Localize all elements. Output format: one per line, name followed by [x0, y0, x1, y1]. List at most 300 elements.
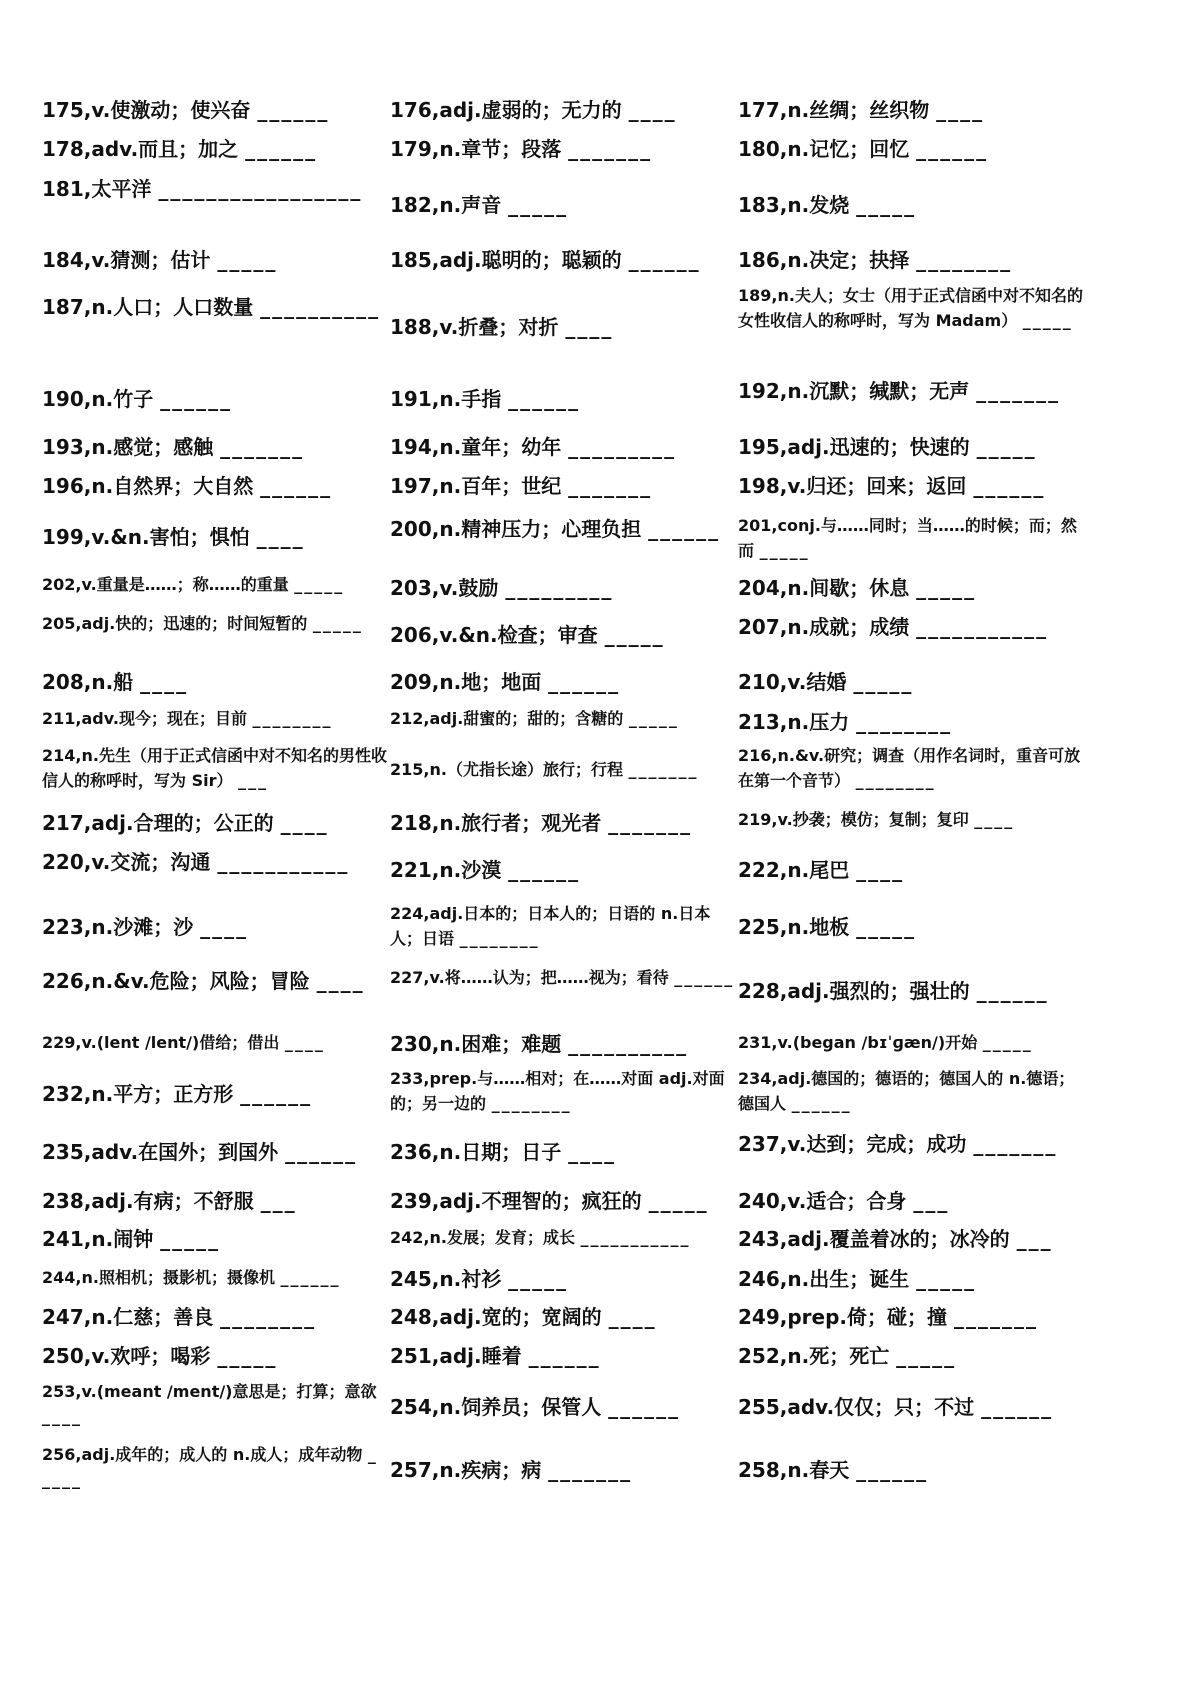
item-separator: , — [431, 315, 440, 339]
item-definition: n.衬衫 — [439, 1267, 502, 1291]
vocab-item-226 — [42, 966, 387, 997]
answer-blank[interactable]: ____ — [974, 810, 1015, 829]
vocab-item-225 — [738, 912, 1083, 943]
item-definition: v.归还；回来；返回 — [787, 474, 967, 498]
item-definition: n.童年；幼年 — [439, 435, 562, 459]
answer-blank[interactable]: _______ — [548, 1458, 633, 1482]
vocab-item-201 — [738, 514, 1083, 564]
item-separator: , — [83, 474, 92, 498]
answer-blank[interactable]: ____ — [140, 670, 189, 694]
item-definition: n.地；地面 — [439, 670, 542, 694]
answer-blank[interactable]: ________ — [856, 710, 953, 734]
answer-blank[interactable]: _____ — [976, 435, 1037, 459]
answer-blank[interactable]: ______ — [508, 858, 581, 882]
answer-blank[interactable]: ____ — [565, 315, 614, 339]
item-definition: v.结婚 — [787, 670, 847, 694]
item-number: 186 — [738, 248, 780, 272]
vocab-item-239 — [390, 1186, 735, 1217]
vocab-item-199 — [42, 522, 387, 553]
item-number: 213 — [738, 710, 780, 734]
vocab-item-184 — [42, 245, 387, 276]
item-separator: , — [779, 1189, 788, 1213]
answer-blank[interactable]: _____ — [759, 540, 810, 560]
answer-blank[interactable]: ______ — [981, 1395, 1054, 1419]
answer-blank[interactable]: ____ — [936, 98, 985, 122]
answer-blank[interactable]: ___ — [913, 1189, 950, 1213]
answer-blank[interactable]: ____ — [568, 1140, 617, 1164]
vocab-item-249 — [738, 1302, 1083, 1333]
item-separator: , — [771, 810, 778, 829]
item-number: 246 — [738, 1267, 780, 1291]
item-number: 258 — [738, 1458, 780, 1482]
answer-blank[interactable]: _______ — [568, 474, 653, 498]
item-separator: , — [779, 1305, 788, 1329]
answer-blank[interactable]: ______ — [285, 1140, 358, 1164]
item-number: 181 — [42, 177, 84, 201]
item-number: 177 — [738, 98, 780, 122]
answer-blank[interactable]: _____ — [42, 1445, 378, 1489]
item-definition: 太平洋 — [91, 177, 152, 201]
answer-blank[interactable]: ______ — [674, 968, 735, 987]
answer-blank[interactable]: ___ — [238, 770, 269, 790]
item-separator: , — [779, 858, 788, 882]
answer-blank[interactable]: ________ — [220, 1305, 317, 1329]
item-separator: , — [431, 1189, 440, 1213]
item-definition: adv.仅仅；只；不过 — [787, 1395, 975, 1419]
vocab-item-195 — [738, 432, 1083, 463]
answer-blank[interactable]: _____ — [982, 1033, 1033, 1052]
answer-blank[interactable]: _________ — [505, 576, 614, 600]
item-definition: n.自然界；大自然 — [91, 474, 254, 498]
answer-blank[interactable]: ______ — [548, 670, 621, 694]
item-separator: , — [75, 575, 82, 594]
item-separator: , — [75, 1268, 82, 1287]
answer-blank[interactable]: _____ — [160, 1227, 221, 1251]
answer-blank[interactable]: _______ — [568, 137, 653, 161]
item-definition: prep.倚；碰；撞 — [787, 1305, 948, 1329]
answer-blank[interactable]: _____ — [508, 1267, 569, 1291]
answer-blank[interactable]: ________ — [459, 928, 540, 948]
answer-blank[interactable]: _____ — [896, 1344, 957, 1368]
item-separator: , — [431, 1140, 440, 1164]
item-separator: , — [83, 525, 92, 549]
item-number: 204 — [738, 576, 780, 600]
item-definition: n.精神压力；心理负担 — [439, 517, 642, 541]
item-number: 200 — [390, 517, 432, 541]
answer-blank[interactable]: ______ — [791, 1093, 852, 1113]
item-separator: , — [771, 286, 778, 305]
vocab-item-213 — [738, 707, 1083, 738]
item-definition: n.疾病；病 — [439, 1458, 542, 1482]
vocab-item-182 — [390, 190, 735, 221]
item-definition: adj.迅速的；快速的 — [787, 435, 970, 459]
vocab-item-248 — [390, 1302, 735, 1333]
vocab-item-202 — [42, 573, 387, 598]
vocab-item-250 — [42, 1341, 387, 1372]
answer-blank[interactable]: _____ — [508, 193, 569, 217]
item-number: 187 — [42, 295, 84, 319]
answer-blank[interactable]: ___________ — [916, 615, 1049, 639]
item-number: 228 — [738, 979, 780, 1003]
item-separator: , — [431, 1344, 440, 1368]
item-number: 256 — [42, 1445, 76, 1464]
answer-blank[interactable]: ________ — [855, 770, 936, 790]
answer-blank[interactable]: ________ — [491, 1093, 572, 1113]
item-number: 227 — [390, 968, 424, 987]
item-separator: , — [83, 1082, 92, 1106]
item-number: 248 — [390, 1305, 432, 1329]
answer-blank[interactable]: ______ — [916, 137, 989, 161]
item-separator: , — [771, 746, 778, 765]
item-definition: adj.覆盖着冰的；冰冷的 — [787, 1227, 1010, 1251]
item-separator: , — [83, 1227, 92, 1251]
item-separator: , — [83, 1189, 92, 1213]
item-number: 232 — [42, 1082, 84, 1106]
item-number: 257 — [390, 1458, 432, 1482]
item-definition: n.决定；抉择 — [787, 248, 910, 272]
item-definition: adv.而且；加之 — [91, 137, 239, 161]
vocab-item-175 — [42, 95, 387, 126]
item-separator: , — [431, 576, 440, 600]
item-number: 222 — [738, 858, 780, 882]
item-definition: n.丝绸；丝织物 — [787, 98, 930, 122]
answer-blank[interactable]: _______ — [608, 811, 693, 835]
item-separator: , — [779, 615, 788, 639]
item-number: 249 — [738, 1305, 780, 1329]
answer-blank[interactable]: _____ — [217, 248, 278, 272]
vocab-item-243 — [738, 1224, 1083, 1255]
item-definition: n.沙漠 — [439, 858, 502, 882]
answer-blank[interactable]: ______ — [856, 1458, 929, 1482]
vocab-item-221 — [390, 855, 735, 886]
answer-blank[interactable]: ___ — [260, 1189, 297, 1213]
vocab-item-193 — [42, 432, 387, 463]
item-number: 197 — [390, 474, 432, 498]
item-definition: v.欢呼；喝彩 — [91, 1344, 211, 1368]
item-definition: v.(began /bɪˈɡæn/)开始 — [777, 1033, 978, 1052]
item-separator: , — [779, 474, 788, 498]
answer-blank[interactable]: ____ — [256, 525, 305, 549]
item-number: 253 — [42, 1382, 76, 1401]
item-separator: , — [83, 915, 92, 939]
item-definition: n.日期；日子 — [439, 1140, 562, 1164]
item-definition: n.章节；段落 — [439, 137, 562, 161]
item-definition: v.抄袭；模仿；复制；复印 — [777, 810, 969, 829]
answer-blank[interactable]: _______ — [973, 1132, 1058, 1156]
item-separator: , — [83, 248, 92, 272]
vocab-item-200 — [390, 514, 735, 545]
item-definition: n.手指 — [439, 387, 502, 411]
answer-blank[interactable]: _____ — [294, 575, 345, 594]
item-number: 240 — [738, 1189, 780, 1213]
item-definition: n.（尤指长途）旅行；行程 — [429, 760, 623, 779]
item-number: 225 — [738, 915, 780, 939]
item-number: 179 — [390, 137, 432, 161]
item-separator: , — [83, 98, 92, 122]
vocab-item-256 — [42, 1443, 387, 1493]
item-separator: , — [431, 517, 440, 541]
answer-blank[interactable]: ______ — [508, 387, 581, 411]
item-definition: adj.强烈的；强壮的 — [787, 979, 970, 1003]
item-number: 236 — [390, 1140, 432, 1164]
answer-blank[interactable]: _______ — [976, 379, 1061, 403]
answer-blank[interactable]: _______ — [628, 760, 699, 779]
vocab-item-215 — [390, 758, 735, 783]
item-separator: , — [423, 1228, 430, 1247]
vocab-item-207 — [738, 612, 1083, 643]
vocab-item-255 — [738, 1392, 1083, 1423]
answer-blank[interactable]: ___ — [1016, 1227, 1053, 1251]
answer-blank[interactable]: _____ — [604, 623, 665, 647]
item-number: 235 — [42, 1140, 84, 1164]
vocab-item-203 — [390, 573, 735, 604]
item-separator: , — [779, 1132, 788, 1156]
vocab-item-185 — [390, 245, 735, 276]
item-number: 219 — [738, 810, 772, 829]
item-number: 247 — [42, 1305, 84, 1329]
item-separator: , — [83, 670, 92, 694]
vocab-item-180 — [738, 134, 1083, 165]
item-number: 203 — [390, 576, 432, 600]
vocab-item-245 — [390, 1264, 735, 1295]
answer-blank[interactable]: ______ — [608, 1395, 681, 1419]
vocab-item-212 — [390, 707, 735, 732]
item-number: 184 — [42, 248, 84, 272]
item-number: 243 — [738, 1227, 780, 1251]
vocab-item-254 — [390, 1392, 735, 1423]
vocab-item-188 — [390, 312, 735, 343]
answer-blank[interactable]: ______ — [973, 474, 1046, 498]
item-number: 238 — [42, 1189, 84, 1213]
answer-blank[interactable]: ___________ — [217, 850, 350, 874]
item-number: 206 — [390, 623, 432, 647]
item-number: 255 — [738, 1395, 780, 1419]
item-separator: , — [83, 435, 92, 459]
item-definition: n.地板 — [787, 915, 850, 939]
item-separator: , — [83, 295, 92, 319]
item-number: 250 — [42, 1344, 84, 1368]
item-definition: v.&n.害怕；惧怕 — [91, 525, 250, 549]
answer-blank[interactable]: _________ — [568, 435, 677, 459]
vocab-item-208 — [42, 667, 387, 698]
answer-blank[interactable]: ______ — [280, 1268, 341, 1287]
item-number: 205 — [42, 614, 76, 633]
answer-blank[interactable]: ____ — [284, 1033, 325, 1052]
vocab-item-251 — [390, 1341, 735, 1372]
item-definition: v.达到；完成；成功 — [787, 1132, 967, 1156]
item-number: 223 — [42, 915, 84, 939]
answer-blank[interactable]: ______ — [160, 387, 233, 411]
item-definition: adj.日本的；日本人的；日语的 n.日本人；日语 — [390, 904, 711, 948]
item-number: 244 — [42, 1268, 76, 1287]
item-separator: , — [75, 1033, 82, 1052]
item-definition: n.&v.危险；风险；冒险 — [91, 969, 310, 993]
answer-blank[interactable]: ______ — [628, 248, 701, 272]
answer-blank[interactable]: _____ — [628, 709, 679, 728]
item-separator: , — [75, 1445, 82, 1464]
item-separator: , — [431, 623, 440, 647]
item-number: 189 — [738, 286, 772, 305]
vocab-item-231 — [738, 1031, 1083, 1056]
vocab-item-253 — [42, 1380, 387, 1430]
vocab-item-211 — [42, 707, 387, 732]
item-separator: , — [423, 968, 430, 987]
item-number: 210 — [738, 670, 780, 694]
item-definition: v.折叠；对折 — [439, 315, 559, 339]
item-separator: , — [431, 1032, 440, 1056]
item-number: 195 — [738, 435, 780, 459]
item-number: 185 — [390, 248, 432, 272]
answer-blank[interactable]: ______ — [648, 517, 721, 541]
answer-blank[interactable]: ______ — [240, 1082, 313, 1106]
vocab-item-228 — [738, 976, 1083, 1007]
item-separator: , — [779, 248, 788, 272]
item-separator: , — [431, 98, 440, 122]
item-separator: , — [431, 137, 440, 161]
item-separator: , — [779, 1458, 788, 1482]
item-number: 226 — [42, 969, 84, 993]
vocab-item-234 — [738, 1067, 1083, 1117]
item-number: 215 — [390, 760, 424, 779]
answer-blank[interactable]: _______ — [954, 1305, 1038, 1329]
item-number: 199 — [42, 525, 84, 549]
item-number: 229 — [42, 1033, 76, 1052]
answer-blank[interactable]: ___________ — [580, 1228, 691, 1247]
answer-blank[interactable]: _____ — [1022, 310, 1073, 330]
answer-blank[interactable]: _________________ — [158, 177, 363, 201]
vocab-item-209 — [390, 667, 735, 698]
vocab-item-210 — [738, 667, 1083, 698]
item-definition: adj.不理智的；疯狂的 — [439, 1189, 642, 1213]
vocab-item-241 — [42, 1224, 387, 1255]
item-definition: n.竹子 — [91, 387, 154, 411]
item-definition: n.&v.研究；调查（用作名词时，重音可放在第一个音节） — [738, 746, 1081, 790]
item-number: 251 — [390, 1344, 432, 1368]
vocab-item-186 — [738, 245, 1083, 276]
item-number: 180 — [738, 137, 780, 161]
item-definition: prep.与……相对；在……对面 adj.对面的；另一边的 — [390, 1069, 725, 1113]
answer-blank[interactable]: ____ — [628, 98, 677, 122]
vocab-item-230 — [390, 1029, 735, 1060]
item-definition: n.声音 — [439, 193, 502, 217]
answer-blank[interactable]: _______ — [220, 435, 305, 459]
answer-blank[interactable]: ____ — [200, 915, 249, 939]
item-definition: n.死；死亡 — [787, 1344, 890, 1368]
item-number: 198 — [738, 474, 780, 498]
item-number: 208 — [42, 670, 84, 694]
vocab-item-178 — [42, 134, 387, 165]
item-separator: , — [431, 1305, 440, 1329]
item-definition: adj.虚弱的；无力的 — [439, 98, 622, 122]
item-number: 220 — [42, 850, 84, 874]
item-definition: v.适合；合身 — [787, 1189, 907, 1213]
answer-blank[interactable]: ______ — [260, 474, 333, 498]
item-number: 239 — [390, 1189, 432, 1213]
vocab-item-176 — [390, 95, 735, 126]
item-definition: n.旅行者；观光者 — [439, 811, 602, 835]
item-number: 176 — [390, 98, 432, 122]
answer-blank[interactable]: __________ — [260, 295, 381, 319]
item-separator: , — [83, 177, 92, 201]
item-definition: v.&n.检查；审查 — [439, 623, 598, 647]
answer-blank[interactable]: _____ — [312, 614, 363, 633]
item-definition: n.成就；成绩 — [787, 615, 910, 639]
item-definition: n.百年；世纪 — [439, 474, 562, 498]
item-definition: adv.在国外；到国外 — [91, 1140, 279, 1164]
item-number: 209 — [390, 670, 432, 694]
vocab-item-244 — [42, 1266, 387, 1291]
answer-blank[interactable]: ________ — [916, 248, 1013, 272]
vocab-item-224 — [390, 902, 735, 952]
vocab-item-183 — [738, 190, 1083, 221]
item-separator: , — [423, 760, 430, 779]
item-separator: , — [779, 1395, 788, 1419]
item-number: 241 — [42, 1227, 84, 1251]
answer-blank[interactable]: ______ — [245, 137, 318, 161]
item-definition: adj.宽的；宽阔的 — [439, 1305, 602, 1329]
item-separator: , — [83, 1305, 92, 1329]
answer-blank[interactable]: _____ — [853, 670, 914, 694]
answer-blank[interactable]: ______ — [257, 98, 330, 122]
vocab-item-217 — [42, 808, 387, 839]
item-number: 245 — [390, 1267, 432, 1291]
item-number: 196 — [42, 474, 84, 498]
answer-blank[interactable]: ______ — [528, 1344, 601, 1368]
vocab-item-240 — [738, 1186, 1083, 1217]
vocab-item-247 — [42, 1302, 387, 1333]
item-number: 231 — [738, 1033, 772, 1052]
item-separator: , — [779, 670, 788, 694]
vocab-item-246 — [738, 1264, 1083, 1295]
vocab-item-187 — [42, 292, 387, 323]
answer-blank[interactable]: ____ — [42, 1406, 82, 1426]
vocab-item-235 — [42, 1137, 387, 1168]
vocab-item-223 — [42, 912, 387, 943]
item-separator: , — [779, 379, 788, 403]
vocab-item-206 — [390, 620, 735, 651]
item-number: 254 — [390, 1395, 432, 1419]
item-definition: n.闹钟 — [91, 1227, 154, 1251]
item-separator: , — [431, 387, 440, 411]
answer-blank[interactable]: _____ — [916, 576, 977, 600]
answer-blank[interactable]: _____ — [856, 193, 917, 217]
answer-blank[interactable]: _____ — [217, 1344, 278, 1368]
item-definition: adj.有病；不舒服 — [91, 1189, 254, 1213]
item-definition: n.沉默；缄默；无声 — [787, 379, 970, 403]
item-separator: , — [779, 710, 788, 734]
answer-blank[interactable]: _____ — [916, 1267, 977, 1291]
item-separator: , — [431, 858, 440, 882]
item-number: 183 — [738, 193, 780, 217]
item-definition: n.船 — [91, 670, 134, 694]
item-definition: n.仁慈；善良 — [91, 1305, 214, 1329]
answer-blank[interactable]: __________ — [568, 1032, 689, 1056]
answer-blank[interactable]: ________ — [252, 709, 333, 728]
item-definition: adj.聪明的；聪颖的 — [439, 248, 622, 272]
vocab-item-197 — [390, 471, 735, 502]
answer-blank[interactable]: ______ — [976, 979, 1049, 1003]
vocab-item-194 — [390, 432, 735, 463]
answer-blank[interactable]: _____ — [856, 915, 917, 939]
answer-blank[interactable]: ____ — [608, 1305, 657, 1329]
item-definition: v.将……认为；把……视为；看待 — [429, 968, 669, 987]
answer-blank[interactable]: ____ — [316, 969, 365, 993]
answer-blank[interactable]: ____ — [280, 811, 329, 835]
answer-blank[interactable]: _____ — [648, 1189, 709, 1213]
item-separator: , — [431, 193, 440, 217]
item-separator: , — [423, 904, 430, 923]
answer-blank[interactable]: ____ — [856, 858, 905, 882]
